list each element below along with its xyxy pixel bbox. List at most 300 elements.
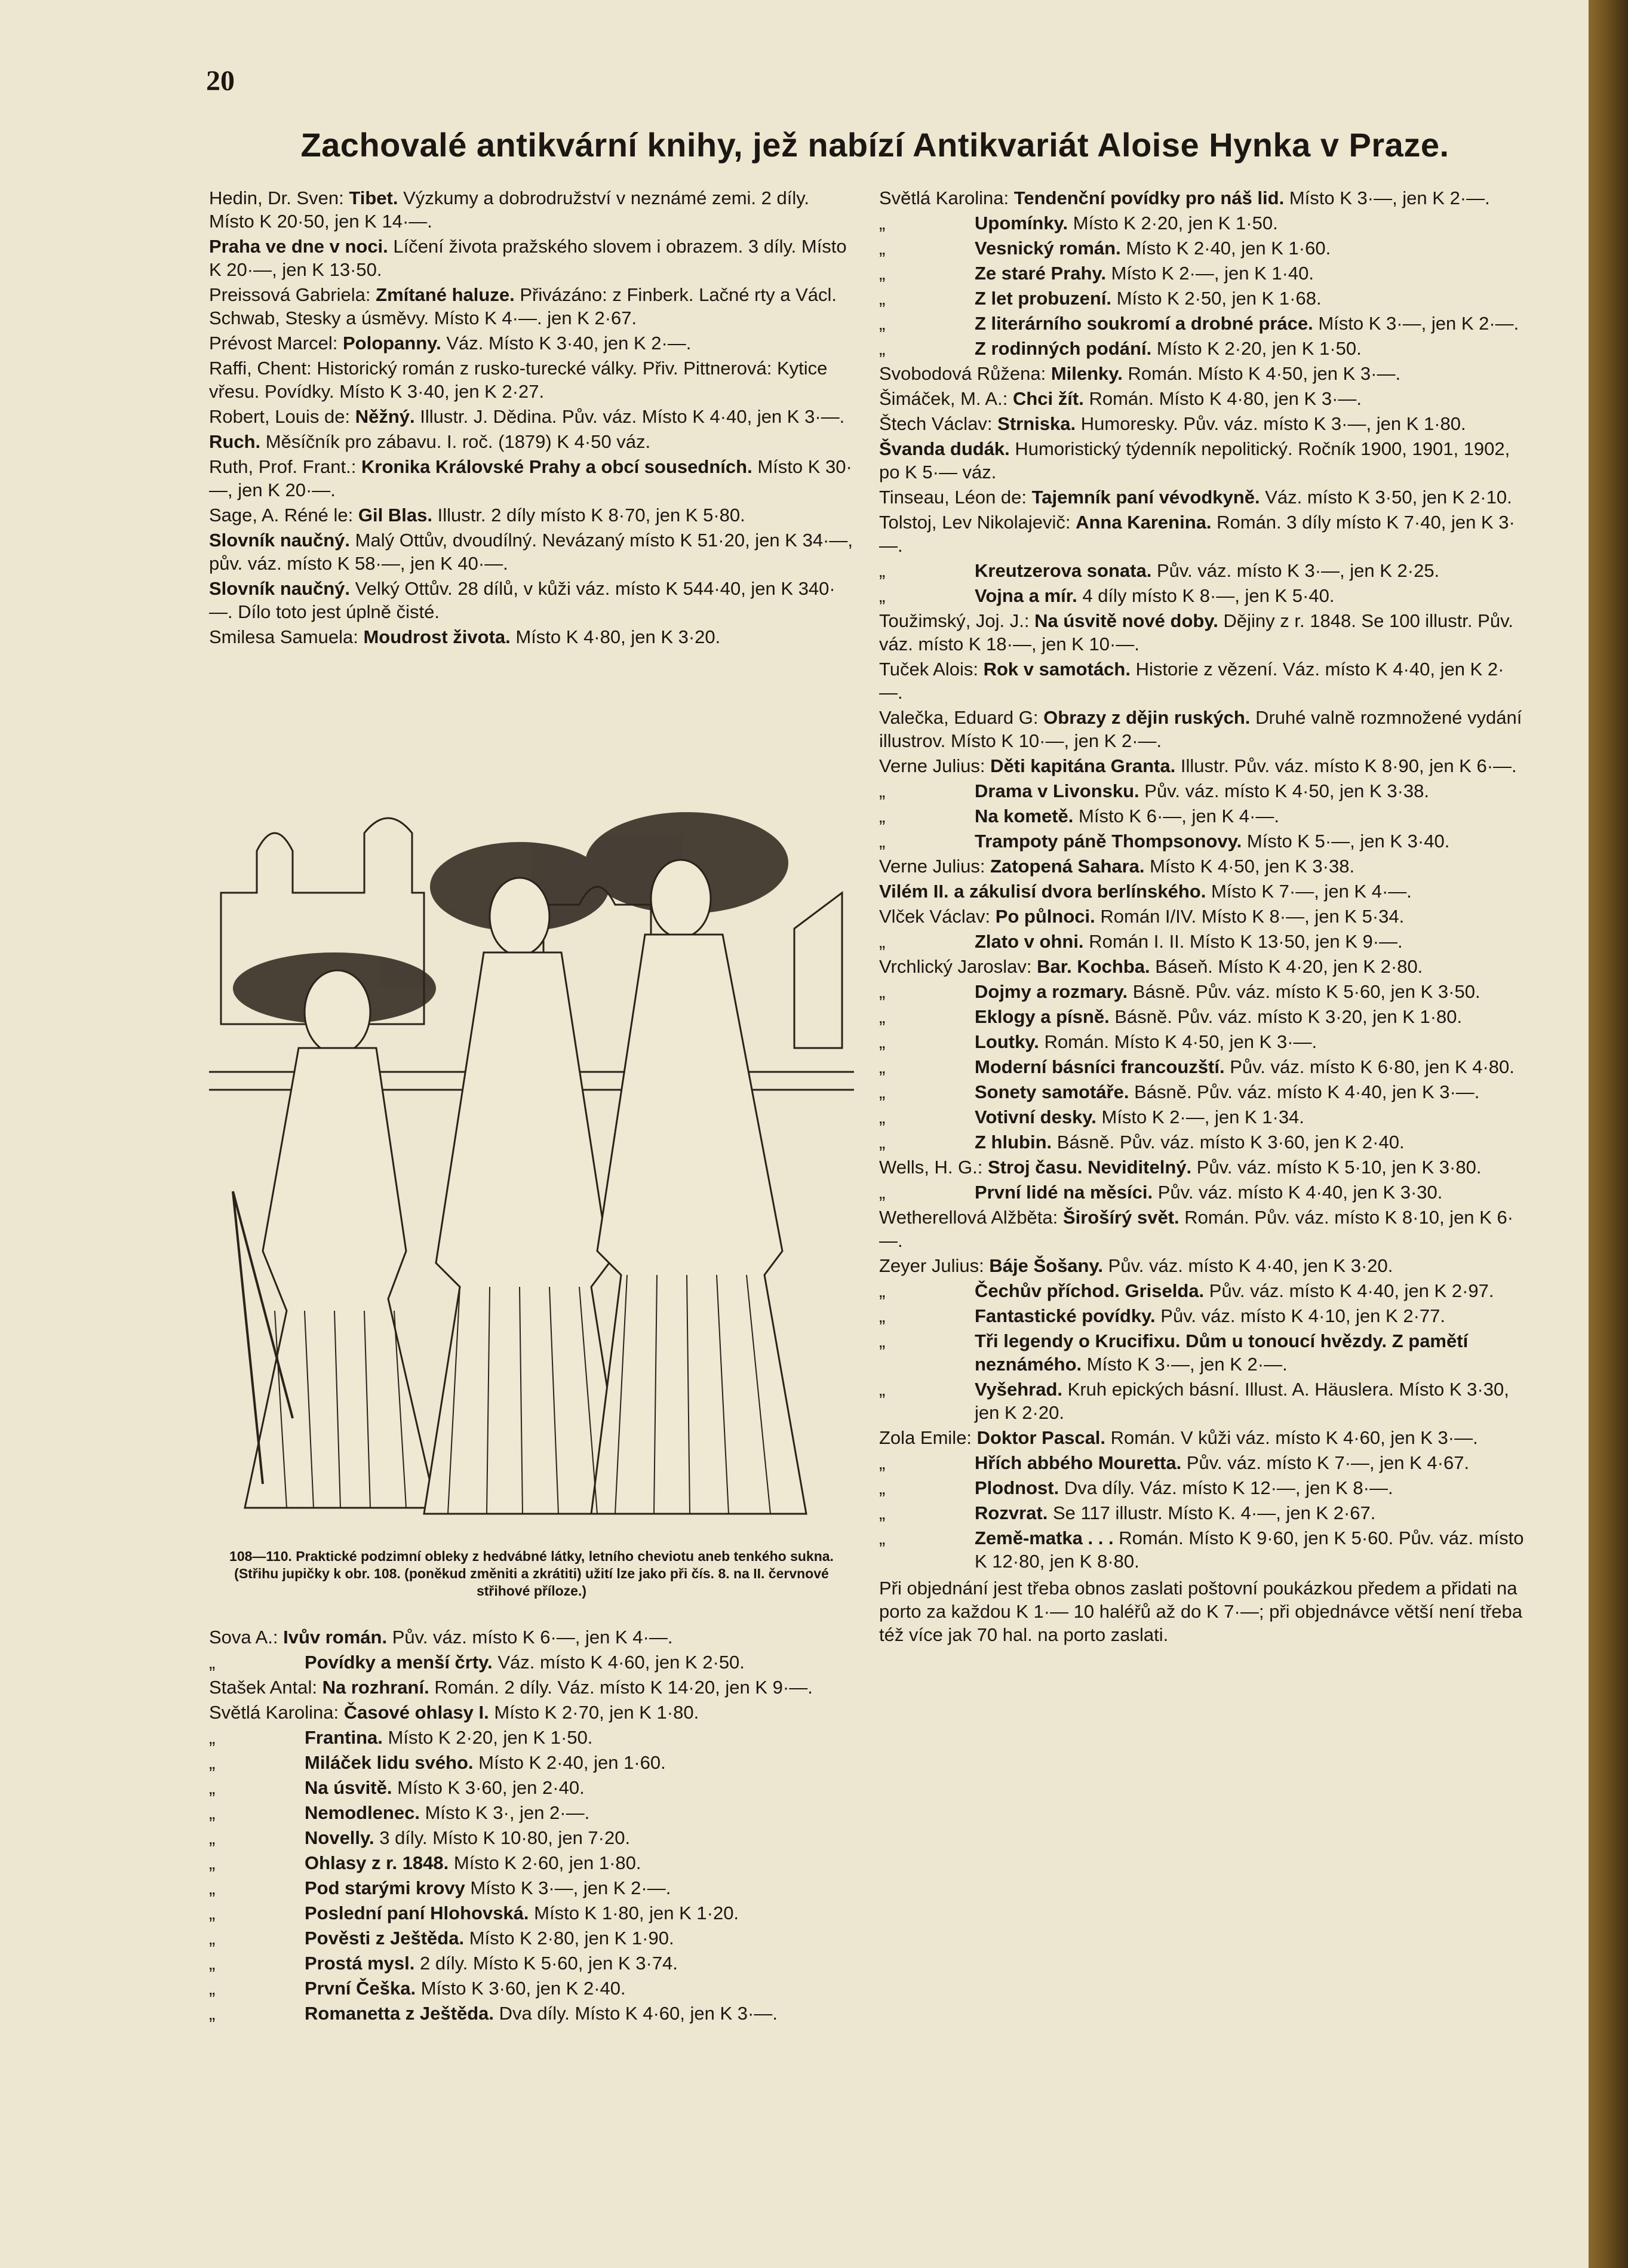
entry-author: Sage, A. Réné le: bbox=[209, 505, 354, 525]
ditto-mark: „ bbox=[209, 1827, 216, 1848]
book-entry bbox=[209, 577, 854, 623]
entry-title: Něžný. bbox=[355, 406, 415, 427]
book-entry bbox=[209, 625, 854, 649]
entry-title: Kronika Královské Prahy a obcí sousedních. bbox=[361, 456, 752, 477]
entry-details: Místo K 3·—, jen K 2·—. bbox=[470, 1877, 671, 1898]
book-entry bbox=[209, 1851, 854, 1874]
book-entry bbox=[879, 829, 1527, 853]
left-column-listing bbox=[209, 186, 854, 650]
book-entry bbox=[879, 337, 1527, 360]
book-entry bbox=[879, 1501, 1527, 1525]
entry-author: Verne Julius: bbox=[879, 856, 985, 877]
entry-details: Pův. váz. místo K 7·—, jen K 4·67. bbox=[1186, 1452, 1470, 1473]
book-entry bbox=[879, 1055, 1527, 1078]
entry-details: 2 díly. Místo K 5·60, jen K 3·74. bbox=[420, 1953, 678, 1974]
entry-title: Z rodinných podání. bbox=[975, 338, 1152, 359]
book-entry bbox=[209, 2002, 854, 2025]
book-entry bbox=[879, 706, 1527, 752]
entry-details: Místo K 30·—, jen K 20·—. bbox=[209, 456, 852, 500]
entry-title: Gil Blas. bbox=[358, 505, 432, 525]
book-entry bbox=[879, 362, 1527, 385]
book-entry bbox=[879, 1526, 1527, 1573]
entry-title: Z literárního soukromí a drobné práce. bbox=[975, 313, 1313, 334]
entry-details: Místo K 6·—, jen K 4·—. bbox=[1079, 806, 1279, 826]
book-entry bbox=[209, 235, 854, 281]
entry-title: Pověsti z Ještěda. bbox=[305, 1928, 465, 1949]
entry-details: Váz. Místo K 3·40, jen K 2·—. bbox=[446, 333, 692, 354]
book-entry bbox=[879, 236, 1527, 260]
book-entry bbox=[209, 357, 854, 403]
book-entry bbox=[879, 1329, 1527, 1376]
entry-title: Povídky a menší črty. bbox=[305, 1652, 493, 1673]
book-entry bbox=[209, 1676, 854, 1699]
entry-title: Pod starými krovy bbox=[305, 1877, 465, 1898]
book-entry bbox=[879, 955, 1527, 978]
ditto-mark: „ bbox=[209, 1802, 216, 1823]
ditto-mark: „ bbox=[879, 288, 886, 309]
entry-details: Malý Ottův, dvoudílný. Nevázaný místo K 51·20, jen K 34·—, pův. váz. místo K 58·—, jen K 40·—. bbox=[209, 530, 853, 574]
figure-left bbox=[245, 1048, 436, 1508]
entry-title: Po půlnoci. bbox=[995, 906, 1095, 927]
entry-details: Pův. váz. místo K 4·10, jen K 2·77. bbox=[1160, 1305, 1445, 1326]
ditto-mark: „ bbox=[879, 1031, 886, 1052]
entry-title: Prostá mysl. bbox=[305, 1953, 415, 1974]
entry-details: Místo K 4·80, jen K 3·20. bbox=[515, 626, 721, 647]
book-entry bbox=[879, 186, 1527, 210]
ditto-mark: „ bbox=[209, 1727, 216, 1748]
entry-details: Illustr. J. Dědina. Pův. váz. Místo K 4·40, jen K 3·—. bbox=[420, 406, 845, 427]
entry-title: Strniska. bbox=[997, 413, 1076, 434]
entry-title: Tendenční povídky pro náš lid. bbox=[1013, 188, 1285, 208]
entry-details: Román I. II. Místo K 13·50, jen K 9·—. bbox=[1089, 931, 1403, 952]
entry-author: Zeyer Julius: bbox=[879, 1255, 984, 1276]
book-entry bbox=[879, 1005, 1527, 1028]
entry-author: Wetherellová Alžběta: bbox=[879, 1207, 1058, 1228]
entry-author: Tuček Alois: bbox=[879, 659, 978, 680]
entry-title: Zatopená Sahara. bbox=[990, 856, 1145, 877]
entry-title: Plodnost. bbox=[975, 1477, 1059, 1498]
book-entry bbox=[209, 405, 854, 428]
ditto-mark: „ bbox=[879, 1379, 886, 1400]
ditto-mark: „ bbox=[879, 1452, 886, 1473]
entry-details: Velký Ottův. 28 dílů, v kůži váz. místo K 544·40, jen K 340·—. Dílo toto jest úplně čisté. bbox=[209, 578, 835, 622]
ditto-mark: „ bbox=[209, 1978, 216, 1999]
entry-details: Místo K 2·80, jen K 1·90. bbox=[469, 1928, 674, 1949]
entry-title: Slovník naučný. bbox=[209, 578, 351, 599]
ditto-mark: „ bbox=[209, 1777, 216, 1798]
entry-details: 4 díly místo K 8·—, jen K 5·40. bbox=[1082, 585, 1335, 606]
entry-title: Romanetta z Ještěda. bbox=[305, 2003, 494, 2024]
entry-title: Moderní básníci francouzští. bbox=[975, 1056, 1225, 1077]
book-entry bbox=[209, 331, 854, 355]
ditto-mark: „ bbox=[879, 1132, 886, 1153]
book-entry bbox=[879, 312, 1527, 335]
entry-title: Časové ohlasy I. bbox=[343, 1702, 489, 1723]
entry-details: Líčení života pražského slovem i obrazem. 3 díly. Místo K 20·—, jen K 13·50. bbox=[209, 236, 847, 280]
ditto-mark: „ bbox=[879, 1280, 886, 1301]
ditto-mark: „ bbox=[879, 1477, 886, 1498]
entry-details: Pův. váz. místo K 4·40, jen K 3·20. bbox=[1108, 1255, 1393, 1276]
entry-details: Místo K 2·20, jen K 1·50. bbox=[388, 1727, 593, 1748]
book-entry bbox=[879, 559, 1527, 582]
figure-right bbox=[591, 935, 806, 1514]
book-entry bbox=[209, 1826, 854, 1849]
ditto-mark: „ bbox=[879, 1006, 886, 1027]
entry-title: Tibet. bbox=[349, 188, 398, 208]
book-entry bbox=[209, 1651, 854, 1674]
entry-title: Na úsvitě. bbox=[305, 1777, 392, 1798]
entry-details: Román. Místo K 4·50, jen K 3·—. bbox=[1044, 1031, 1317, 1052]
book-entry bbox=[879, 437, 1527, 484]
ditto-mark: „ bbox=[209, 1903, 216, 1923]
book-entry bbox=[879, 657, 1527, 704]
entry-title: Čechův příchod. Griselda. bbox=[975, 1280, 1205, 1301]
book-entry bbox=[209, 283, 854, 330]
entry-details: Humoristický týdenník nepolitický. Ročník 1900, 1901, 1902, po K 5·— váz. bbox=[879, 438, 1510, 483]
entry-details: Místo K 2·20, jen K 1·50. bbox=[1073, 213, 1278, 233]
ditto-mark: „ bbox=[879, 213, 886, 233]
entry-title: Votivní desky. bbox=[975, 1107, 1096, 1127]
entry-title: Miláček lidu svého. bbox=[305, 1752, 474, 1773]
entry-title: Na úsvitě nové doby. bbox=[1034, 610, 1218, 631]
entry-title: Polopanny. bbox=[342, 333, 441, 354]
book-spine bbox=[1589, 0, 1628, 2268]
entry-details: Dva díly. Místo K 4·60, jen K 3·—. bbox=[499, 2003, 778, 2024]
ditto-mark: „ bbox=[209, 2003, 216, 2024]
entry-details: Místo K 2·60, jen 1·80. bbox=[453, 1852, 641, 1873]
book-entry bbox=[209, 1701, 854, 1724]
entry-details: Místo K 1·80, jen K 1·20. bbox=[534, 1903, 739, 1923]
entry-title: Bar. Kochba. bbox=[1037, 956, 1150, 977]
ditto-mark: „ bbox=[879, 585, 886, 606]
book-entry bbox=[209, 1776, 854, 1799]
entry-title: Vojna a mír. bbox=[975, 585, 1077, 606]
right-column-listing bbox=[879, 186, 1527, 1646]
ditto-mark: „ bbox=[879, 780, 886, 801]
entry-details: Román. Pův. váz. místo K 8·10, jen K 6·—. bbox=[879, 1207, 1514, 1251]
ditto-mark: „ bbox=[879, 238, 886, 259]
entry-title: Doktor Pascal. bbox=[976, 1427, 1106, 1448]
entry-details: Pův. váz. místo K 4·50, jen K 3·38. bbox=[1144, 780, 1429, 801]
entry-author: Svobodová Růžena: bbox=[879, 363, 1046, 384]
book-entry bbox=[209, 1751, 854, 1774]
ditto-mark: „ bbox=[879, 560, 886, 581]
book-entry bbox=[879, 1279, 1527, 1302]
entry-details: Illustr. 2 díly místo K 8·70, jen K 5·80. bbox=[437, 505, 745, 525]
entry-author: Štech Václav: bbox=[879, 413, 993, 434]
fashion-illustration bbox=[209, 714, 854, 1538]
entry-title: Chci žít. bbox=[1012, 388, 1084, 409]
entry-title: Eklogy a písně. bbox=[975, 1006, 1110, 1027]
book-entry bbox=[209, 430, 854, 453]
entry-title: Slovník naučný. bbox=[209, 530, 351, 551]
entry-details: Historie z vězení. Váz. místo K 4·40, jen K 2·—. bbox=[879, 659, 1504, 703]
entry-title: Obrazy z dějin ruských. bbox=[1043, 707, 1251, 728]
entry-details: Místo K 2·50, jen K 1·68. bbox=[1116, 288, 1322, 309]
entry-details: Místo K 2·—, jen K 1·40. bbox=[1111, 263, 1314, 284]
entry-title: Na kometě. bbox=[975, 806, 1074, 826]
entry-details: 3 díly. Místo K 10·80, jen 7·20. bbox=[379, 1827, 631, 1848]
entry-author: Toužimský, Joj. J.: bbox=[879, 610, 1030, 631]
entry-details: Román I/IV. Místo K 8·—, jen K 5·34. bbox=[1100, 906, 1405, 927]
book-entry bbox=[879, 754, 1527, 777]
entry-title: Moudrost života. bbox=[363, 626, 511, 647]
book-entry bbox=[209, 1901, 854, 1925]
entry-details: Místo K 3·—, jen K 2·—. bbox=[1086, 1354, 1288, 1375]
entry-title: Širošírý svět. bbox=[1062, 1207, 1179, 1228]
book-entry bbox=[879, 1254, 1527, 1277]
entry-details: Výzkumy a dobrodružství v neznámé zemi. 2 díly. Místo K 20·50, jen K 14·—. bbox=[209, 188, 810, 232]
entry-details: Básně. Pův. váz. místo K 4·40, jen K 3·—. bbox=[1134, 1081, 1480, 1102]
book-entry bbox=[209, 1876, 854, 1900]
entry-title: Ruch. bbox=[209, 431, 261, 452]
entry-title: Vesnický román. bbox=[975, 238, 1121, 259]
entry-title: Rok v samotách. bbox=[983, 659, 1131, 680]
entry-details: Místo K 7·—, jen K 4·—. bbox=[1211, 881, 1412, 902]
entry-details: Přivázáno: z Finberk. Lačné rty a Václ. Schwab, Stesky a úsměvy. Místo K 4·—. jen K 2·67. bbox=[209, 284, 837, 328]
book-entry bbox=[209, 1801, 854, 1824]
book-entry bbox=[209, 455, 854, 502]
entry-title: Kreutzerova sonata. bbox=[975, 560, 1152, 581]
entry-author: Preissová Gabriela: bbox=[209, 284, 371, 305]
ditto-mark: „ bbox=[879, 1528, 886, 1548]
entry-details: Místo K 5·—, jen K 3·40. bbox=[1246, 831, 1450, 852]
entry-details: Pův. váz. místo K 5·10, jen K 3·80. bbox=[1196, 1157, 1482, 1178]
book-entry bbox=[879, 855, 1527, 878]
ditto-mark: „ bbox=[209, 1877, 216, 1898]
book-entry bbox=[209, 503, 854, 527]
entry-details: Kruh epických básní. Illust. A. Häuslera. Místo K 3·30, jen K 2·20. bbox=[975, 1379, 1509, 1423]
entry-title: Milenky. bbox=[1050, 363, 1123, 384]
entry-title: Anna Karenina. bbox=[1076, 512, 1212, 533]
book-entry bbox=[879, 1206, 1527, 1252]
entry-details: Místo K 3·, jen 2·—. bbox=[425, 1802, 590, 1823]
ditto-mark: „ bbox=[879, 1330, 886, 1351]
entry-title: Z let probuzení. bbox=[975, 288, 1112, 309]
entry-details: Místo K 2·20, jen K 1·50. bbox=[1156, 338, 1362, 359]
entry-title: Švanda dudák. bbox=[879, 438, 1010, 459]
book-entry bbox=[879, 1155, 1527, 1179]
entry-author: Vrchlický Jaroslav: bbox=[879, 956, 1032, 977]
entry-title: Dojmy a rozmary. bbox=[975, 981, 1128, 1002]
entry-title: Země-matka . . . bbox=[975, 1528, 1114, 1548]
entry-details: Pův. váz. místo K 4·40, jen K 2·97. bbox=[1209, 1280, 1494, 1301]
ditto-mark: „ bbox=[209, 1852, 216, 1873]
entry-title: Praha ve dne v noci. bbox=[209, 236, 388, 257]
entry-details: Román. 2 díly. Váz. místo K 14·20, jen K 9·—. bbox=[434, 1677, 813, 1698]
entry-details: Místo K 2·—, jen K 1·34. bbox=[1101, 1107, 1304, 1127]
book-entry bbox=[879, 1304, 1527, 1327]
book-entry bbox=[879, 1130, 1527, 1154]
book-entry bbox=[209, 1977, 854, 2000]
entry-details: Román. Místo K 4·80, jen K 3·—. bbox=[1089, 388, 1362, 409]
book-entry bbox=[209, 1726, 854, 1749]
ditto-mark: „ bbox=[879, 1081, 886, 1102]
ditto-mark: „ bbox=[879, 1305, 886, 1326]
entry-author: Verne Julius: bbox=[879, 755, 985, 776]
entry-details: Místo K 3·—, jen K 2·—. bbox=[1318, 313, 1519, 334]
entry-author: Valečka, Eduard G: bbox=[879, 707, 1039, 728]
book-entry bbox=[879, 412, 1527, 435]
ditto-mark: „ bbox=[209, 1928, 216, 1949]
ditto-mark: „ bbox=[879, 338, 886, 359]
ditto-mark: „ bbox=[879, 263, 886, 284]
entry-details: Váz. místo K 3·50, jen K 2·10. bbox=[1265, 487, 1512, 508]
entry-details: Místo K 3·60, jen 2·40. bbox=[397, 1777, 585, 1798]
book-entry bbox=[879, 511, 1527, 557]
entry-details: Illustr. Pův. váz. místo K 8·90, jen K 6·—. bbox=[1180, 755, 1517, 776]
entry-details: Místo K 2·70, jen K 1·80. bbox=[494, 1702, 699, 1723]
entry-author: Smilesa Samuela: bbox=[209, 626, 358, 647]
entry-title: Ze staré Prahy. bbox=[975, 263, 1106, 284]
ditto-mark: „ bbox=[879, 806, 886, 826]
book-entry bbox=[879, 980, 1527, 1003]
ditto-mark: „ bbox=[879, 931, 886, 952]
book-entry bbox=[879, 1476, 1527, 1499]
entry-author: Vlček Václav: bbox=[879, 906, 991, 927]
entry-author: Světlá Karolina: bbox=[879, 188, 1009, 208]
ditto-mark: „ bbox=[879, 1107, 886, 1127]
book-entry bbox=[879, 262, 1527, 285]
entry-details: Dějiny z r. 1848. Se 100 illustr. Pův. váz. místo K 18·—, jen K 10·—. bbox=[879, 610, 1513, 654]
ditto-mark: „ bbox=[879, 313, 886, 334]
entry-details: Humoresky. Pův. váz. místo K 3·—, jen K 1·80. bbox=[1080, 413, 1466, 434]
entry-title: Děti kapitána Granta. bbox=[990, 755, 1176, 776]
entry-details: Román. V kůži váz. místo K 4·60, jen K 3·—. bbox=[1110, 1427, 1478, 1448]
book-entry bbox=[879, 1181, 1527, 1204]
book-entry bbox=[879, 880, 1527, 903]
entry-title: Upomínky. bbox=[975, 213, 1068, 233]
entry-details: Se 117 illustr. Místo K. 4·—, jen K 2·67. bbox=[1052, 1502, 1376, 1523]
ditto-mark: „ bbox=[209, 1752, 216, 1773]
book-entry bbox=[879, 287, 1527, 310]
ditto-mark: „ bbox=[879, 1056, 886, 1077]
entry-author: Světlá Karolina: bbox=[209, 1702, 339, 1723]
figure-caption: 108—110. Praktické podzimní obleky z hedvábné látky, letního cheviotu aneb tenkého sukna. (Střihu jupičky k obr. 108. (poněkud změniti a zkrátiti) užití lze jako při čís. 8. na II. červnové střihové příloze.) bbox=[229, 1548, 834, 1599]
entry-details: Druhé valně rozmnožené vydání illustrov. Místo K 10·—, jen K 2·—. bbox=[879, 707, 1522, 751]
entry-author: Šimáček, M. A.: bbox=[879, 388, 1008, 409]
book-entry bbox=[879, 1451, 1527, 1474]
entry-title: Tři legendy o Krucifixu. Dům u tonoucí hvězdy. Z pamětí neznámého. bbox=[975, 1330, 1469, 1375]
entry-title: Poslední paní Hlohovská. bbox=[305, 1903, 529, 1923]
entry-title: Frantina. bbox=[305, 1727, 383, 1748]
entry-title: Drama v Livonsku. bbox=[975, 780, 1139, 801]
entry-title: Zmítané haluze. bbox=[376, 284, 515, 305]
book-entry bbox=[879, 485, 1527, 509]
entry-details: Báseň. Místo K 4·20, jen K 2·80. bbox=[1155, 956, 1423, 977]
book-entry bbox=[879, 1105, 1527, 1129]
entry-details: Básně. Pův. váz. místo K 5·60, jen K 3·50. bbox=[1132, 981, 1480, 1002]
book-entry bbox=[879, 1378, 1527, 1424]
entry-title: Na rozhraní. bbox=[322, 1677, 429, 1698]
entry-author: Ruth, Prof. Frant.: bbox=[209, 456, 357, 477]
entry-details: Místo K 4·50, jen K 3·38. bbox=[1150, 856, 1355, 877]
book-entry bbox=[879, 584, 1527, 607]
entry-title: Rozvrat. bbox=[975, 1502, 1048, 1523]
left-column-listing-lower bbox=[209, 1625, 854, 2027]
entry-title: Báje Šošany. bbox=[989, 1255, 1104, 1276]
entry-details: Dva díly. Váz. místo K 12·—, jen K 8·—. bbox=[1064, 1477, 1393, 1498]
ditto-mark: „ bbox=[879, 981, 886, 1002]
entry-author: Zola Emile: bbox=[879, 1427, 972, 1448]
book-entry bbox=[879, 387, 1527, 410]
entry-details: Místo K 3·—, jen K 2·—. bbox=[1289, 188, 1490, 208]
entry-title: Ivův román. bbox=[283, 1627, 388, 1648]
page-title: Zachovalé antikvární knihy, jež nabízí Antikvariát Aloise Hynka v Praze. bbox=[300, 126, 1449, 164]
ditto-mark: „ bbox=[209, 1652, 216, 1673]
entry-title: Sonety samotáře. bbox=[975, 1081, 1129, 1102]
entry-details: Pův. váz. místo K 6·80, jen K 4·80. bbox=[1230, 1056, 1515, 1077]
entry-details: Místo K 3·60, jen K 2·40. bbox=[420, 1978, 626, 1999]
entry-title: Stroj času. Neviditelný. bbox=[988, 1157, 1192, 1178]
book-entry bbox=[209, 1625, 854, 1649]
figure-center bbox=[424, 952, 627, 1514]
entry-title: Ohlasy z r. 1848. bbox=[305, 1852, 449, 1873]
entry-author: Raffi, Chent: bbox=[209, 358, 312, 379]
book-entry bbox=[209, 186, 854, 233]
ditto-mark: „ bbox=[879, 831, 886, 852]
entry-title: Vilém II. a zákulisí dvora berlínského. bbox=[879, 881, 1206, 902]
entry-details: Román. Místo K 9·60, jen K 5·60. Pův. váz. místo K 12·80, jen K 8·80. bbox=[975, 1528, 1524, 1572]
entry-author: Prévost Marcel: bbox=[209, 333, 338, 354]
entry-details: Historický román z rusko-turecké války. Přiv. Pittnerová: Kytice vřesu. Povídky. Místo K 3·40, jen K 2·27. bbox=[209, 358, 828, 402]
book-entry bbox=[879, 609, 1527, 656]
entry-details: Místo K 2·40, jen 1·60. bbox=[478, 1752, 666, 1773]
ordering-notice: Při objednání jest třeba obnos zaslati poštovní poukázkou předem a přidati na porto za každou K 1·— 10 haléřů až do K 7·—; při objednávce větší není třeba též více jak 70 hal. na porto zaslati. bbox=[879, 1578, 1523, 1645]
entry-title: Vyšehrad. bbox=[975, 1379, 1063, 1400]
entry-details: Pův. váz. místo K 6·—, jen K 4·—. bbox=[392, 1627, 673, 1648]
book-entry bbox=[879, 1080, 1527, 1104]
book-entry bbox=[209, 1952, 854, 1975]
entry-author: Hedin, Dr. Sven: bbox=[209, 188, 344, 208]
book-entry bbox=[879, 930, 1527, 953]
entry-title: První lidé na měsíci. bbox=[975, 1182, 1153, 1203]
entry-author: Wells, H. G.: bbox=[879, 1157, 983, 1178]
entry-title: Z hlubin. bbox=[975, 1132, 1052, 1153]
entry-details: Pův. váz. místo K 4·40, jen K 3·30. bbox=[1157, 1182, 1443, 1203]
entry-details: Pův. váz. místo K 3·—, jen K 2·25. bbox=[1156, 560, 1440, 581]
entry-author: Sova A.: bbox=[209, 1627, 278, 1648]
entry-details: Román. Místo K 4·50, jen K 3·—. bbox=[1128, 363, 1401, 384]
entry-details: Básně. Pův. váz. místo K 3·60, jen K 2·40. bbox=[1056, 1132, 1405, 1153]
entry-details: Básně. Pův. váz. místo K 3·20, jen K 1·80. bbox=[1114, 1006, 1463, 1027]
entry-title: Tajemník paní vévodkyně. bbox=[1031, 487, 1260, 508]
entry-title: První Češka. bbox=[305, 1978, 416, 1999]
entry-details: Román. 3 díly místo K 7·40, jen K 3·—. bbox=[879, 512, 1515, 556]
book-entry bbox=[879, 1426, 1527, 1449]
book-entry bbox=[879, 779, 1527, 803]
book-entry bbox=[879, 211, 1527, 235]
book-entry bbox=[879, 804, 1527, 828]
entry-title: Hřích abbého Mouretta. bbox=[975, 1452, 1182, 1473]
entry-title: Zlato v ohni. bbox=[975, 931, 1084, 952]
entry-author: Stašek Antal: bbox=[209, 1677, 317, 1698]
entry-title: Nemodlenec. bbox=[305, 1802, 420, 1823]
ditto-mark: „ bbox=[209, 1953, 216, 1974]
entry-title: Novelly. bbox=[305, 1827, 374, 1848]
entry-author: Tinseau, Léon de: bbox=[879, 487, 1027, 508]
ditto-mark: „ bbox=[879, 1182, 886, 1203]
ditto-mark: „ bbox=[879, 1502, 886, 1523]
entry-details: Místo K 2·40, jen K 1·60. bbox=[1126, 238, 1331, 259]
entry-title: Loutky. bbox=[975, 1031, 1039, 1052]
book-entry bbox=[879, 1030, 1527, 1053]
page-number: 20 bbox=[206, 65, 235, 97]
entry-details: Váz. místo K 4·60, jen K 2·50. bbox=[497, 1652, 745, 1673]
entry-author: Tolstoj, Lev Nikolajevič: bbox=[879, 512, 1071, 533]
book-entry bbox=[209, 1926, 854, 1950]
entry-title: Trampoty páně Thompsonovy. bbox=[975, 831, 1242, 852]
